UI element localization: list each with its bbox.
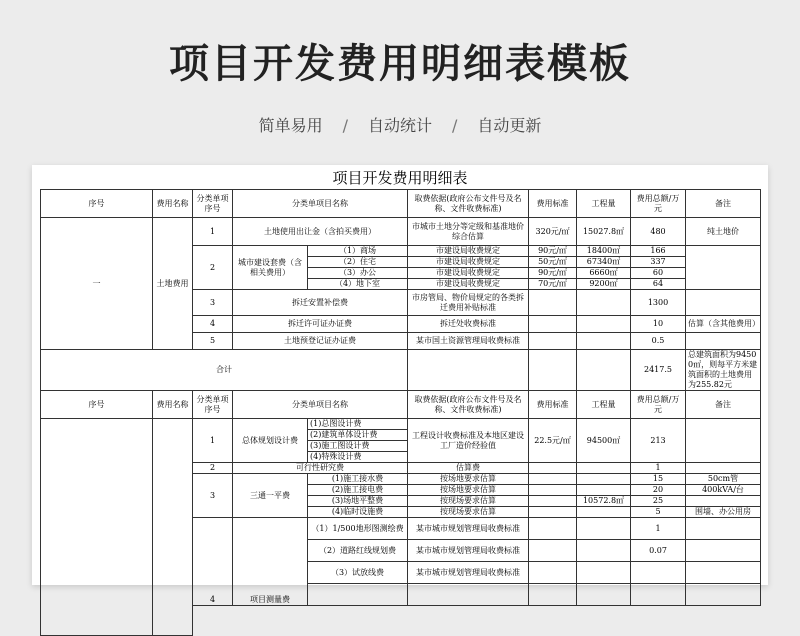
sub-standard: 90元/㎡	[529, 268, 577, 279]
sub-quantity	[577, 540, 631, 562]
document-title: 项目开发费用明细表	[332, 169, 468, 187]
sub-item: （4）地下室	[308, 279, 408, 290]
row-standard: 22.5元/㎡	[529, 419, 577, 463]
sub-note: 围墙、办公用房	[686, 507, 761, 518]
sub-basis: 某市城市规划管理局收费标准	[408, 518, 529, 540]
subtotal-total: 2417.5	[631, 350, 686, 391]
header-total: 费用总额/万元	[631, 391, 686, 419]
row-item: 土地预登记证办证费	[233, 333, 408, 350]
subtotal-standard	[529, 350, 577, 391]
sub-item: （2）住宅	[308, 257, 408, 268]
sub-standard	[529, 584, 577, 606]
row-no: 5	[193, 333, 233, 350]
header-basis: 取费依据(政府公布文件号及名称、文件收费标准)	[408, 190, 529, 218]
sub-item: (3)场地平整费	[308, 496, 408, 507]
row-item: 土地使用出让金（含拍买费用）	[233, 218, 408, 246]
sub-standard: 90元/㎡	[529, 246, 577, 257]
row-group: 总体规划设计费	[233, 419, 308, 463]
cost-table	[40, 189, 761, 636]
row-no: 1	[193, 218, 233, 246]
row-total: 1	[631, 463, 686, 474]
subtotal-quantity	[577, 350, 631, 391]
sub-standard: 50元/㎡	[529, 257, 577, 268]
sub-total: 5	[631, 507, 686, 518]
row-basis: 市城市土地分等定级和基准地价综合估算	[408, 218, 529, 246]
row-note	[686, 463, 761, 474]
sub-total	[631, 562, 686, 584]
sub-item: （1）商场	[308, 246, 408, 257]
row-quantity	[577, 463, 631, 474]
sub-standard	[529, 562, 577, 584]
sub-total: 25	[631, 496, 686, 507]
row-quantity	[577, 333, 631, 350]
row-group: 项目测量费	[233, 518, 308, 606]
header-seq: 序号	[41, 391, 153, 419]
section-seq	[41, 419, 153, 636]
sub-item: (2)建筑单体设计费	[308, 430, 408, 441]
sub-total: 0.07	[631, 540, 686, 562]
sub-item: (3)施工图设计费	[308, 441, 408, 452]
sub-note	[686, 518, 761, 540]
tagline	[0, 113, 800, 136]
header-sub-name: 分类单项目名称	[233, 391, 408, 419]
sub-quantity: 6660㎡	[577, 268, 631, 279]
section-seq: 一	[41, 218, 153, 350]
row-item: 拆迁许可证办证费	[233, 316, 408, 333]
sub-total: 64	[631, 279, 686, 290]
sub-total: 15	[631, 474, 686, 485]
sub-basis: 市建设局收费规定	[408, 246, 529, 257]
sub-total	[631, 584, 686, 606]
row-no: 1	[193, 419, 233, 463]
row-item: 拆迁安置补偿费	[233, 290, 408, 316]
table-row	[41, 218, 761, 246]
row-item: 可行性研究费	[233, 463, 408, 474]
sub-quantity	[577, 485, 631, 496]
table-header-row	[41, 190, 761, 218]
row-note: 纯土地价	[686, 218, 761, 246]
sub-quantity	[577, 507, 631, 518]
subtotal-label: 合计	[41, 350, 408, 391]
sub-total: 337	[631, 257, 686, 268]
tag-auto-update: 自动更新	[477, 116, 542, 135]
subtotal-basis	[408, 350, 529, 391]
sub-item: （3）试放线费	[308, 562, 408, 584]
header-sub-no: 分类单项序号	[193, 391, 233, 419]
header-standard: 费用标准	[529, 190, 577, 218]
sub-basis: 按场地要求估算	[408, 474, 529, 485]
row-no: 3	[193, 290, 233, 316]
sub-standard	[529, 485, 577, 496]
sub-basis: 某市城市规划管理局收费标准	[408, 562, 529, 584]
sub-basis: 市建设局收费规定	[408, 268, 529, 279]
header-sub-name: 分类单项目名称	[233, 190, 408, 218]
row-standard	[529, 463, 577, 474]
sub-basis: 市建设局收费规定	[408, 257, 529, 268]
sub-total: 166	[631, 246, 686, 257]
header-note: 备注	[686, 391, 761, 419]
tag-auto-stat: 自动统计	[367, 116, 432, 135]
row-basis: 估算费	[408, 463, 529, 474]
sub-quantity	[577, 474, 631, 485]
banner-title: 项目开发费用明细表模板	[169, 41, 631, 87]
spreadsheet-preview	[32, 165, 768, 604]
row-no: 4	[193, 518, 233, 606]
row-total: 213	[631, 419, 686, 463]
row-no: 2	[193, 246, 233, 290]
row-total: 480	[631, 218, 686, 246]
sub-note	[686, 496, 761, 507]
sub-total: 1	[631, 518, 686, 540]
sub-basis	[408, 584, 529, 606]
header-sub-no: 分类单项序号	[193, 190, 233, 218]
row-standard	[529, 316, 577, 333]
table-row	[41, 419, 761, 430]
row-total: 10	[631, 316, 686, 333]
sub-standard	[529, 507, 577, 518]
sub-note: 400kVA/台	[686, 485, 761, 496]
sub-quantity	[577, 584, 631, 606]
row-basis: 市房管局、物价局规定的各类拆迁费用补贴标准	[408, 290, 529, 316]
row-basis: 某市国土资源管理局收费标准	[408, 333, 529, 350]
sub-basis: 市建设局收费规定	[408, 279, 529, 290]
row-basis: 工程设计收费标准及本地区建设工厂造价经验值	[408, 419, 529, 463]
row-total: 0.5	[631, 333, 686, 350]
sub-item: （1）1/500地形图测绘费	[308, 518, 408, 540]
sub-item: (1)总图设计费	[308, 419, 408, 430]
row-basis: 拆迁处收费标准	[408, 316, 529, 333]
sub-standard	[529, 474, 577, 485]
sub-item: （3）办公	[308, 268, 408, 279]
sub-item: (1)施工接水费	[308, 474, 408, 485]
header-fee-name: 费用名称	[153, 190, 193, 218]
header-total: 费用总额/万元	[631, 190, 686, 218]
sub-basis: 按现场要求估算	[408, 496, 529, 507]
section-name: 土地费用	[153, 218, 193, 350]
sub-quantity	[577, 518, 631, 540]
row-note	[686, 290, 761, 316]
sub-standard	[529, 518, 577, 540]
row-standard	[529, 333, 577, 350]
sub-item	[308, 584, 408, 606]
sub-note	[686, 584, 761, 606]
sub-basis: 某市城市规划管理局收费标准	[408, 540, 529, 562]
sub-basis: 按现场要求估算	[408, 507, 529, 518]
section-name	[153, 419, 193, 636]
row-total: 1300	[631, 290, 686, 316]
row-standard: 320元/㎡	[529, 218, 577, 246]
sub-quantity: 18400㎡	[577, 246, 631, 257]
row-no: 4	[193, 316, 233, 333]
subtotal-note: 总建筑面积为94500㎡，则每平方米建筑面积的土地费用为255.82元	[686, 350, 761, 391]
header-quantity: 工程量	[577, 190, 631, 218]
sub-standard	[529, 496, 577, 507]
subtotal-row	[41, 350, 761, 391]
sub-quantity: 9200㎡	[577, 279, 631, 290]
sub-note	[686, 540, 761, 562]
sub-total: 60	[631, 268, 686, 279]
sub-note: 50cm管	[686, 474, 761, 485]
sub-item: (4)特殊设计费	[308, 452, 408, 463]
header-seq: 序号	[41, 190, 153, 218]
header-quantity: 工程量	[577, 391, 631, 419]
row-quantity: 94500㎡	[577, 419, 631, 463]
row-quantity: 15027.8㎡	[577, 218, 631, 246]
header-basis: 取费依据(政府公布文件号及名称、文件收费标准)	[408, 391, 529, 419]
row-group: 三通一平费	[233, 474, 308, 518]
row-note: 估算（含其他费用）	[686, 316, 761, 333]
row-note	[686, 246, 761, 290]
row-note	[686, 419, 761, 463]
sub-standard: 70元/㎡	[529, 279, 577, 290]
row-quantity	[577, 290, 631, 316]
sub-quantity: 10572.8㎡	[577, 496, 631, 507]
row-note	[686, 333, 761, 350]
table-header-row	[41, 391, 761, 419]
sub-item: (4)临时设施费	[308, 507, 408, 518]
header-fee-name: 费用名称	[153, 391, 193, 419]
sub-basis: 按场地要求估算	[408, 485, 529, 496]
row-no: 3	[193, 474, 233, 518]
sub-total: 20	[631, 485, 686, 496]
row-no: 2	[193, 463, 233, 474]
tag-simple: 简单易用	[258, 116, 323, 135]
header-note: 备注	[686, 190, 761, 218]
tag-separator: /	[452, 116, 458, 135]
sub-standard	[529, 540, 577, 562]
sub-item: (2)施工接电费	[308, 485, 408, 496]
sub-item: （2）道路红线规划费	[308, 540, 408, 562]
header-standard: 费用标准	[529, 391, 577, 419]
tag-separator: /	[342, 116, 348, 135]
sub-note	[686, 562, 761, 584]
row-standard	[529, 290, 577, 316]
row-quantity	[577, 316, 631, 333]
row-item: 城市建设套费（含相关费用）	[233, 246, 308, 290]
sub-quantity: 67340㎡	[577, 257, 631, 268]
sub-quantity	[577, 562, 631, 584]
